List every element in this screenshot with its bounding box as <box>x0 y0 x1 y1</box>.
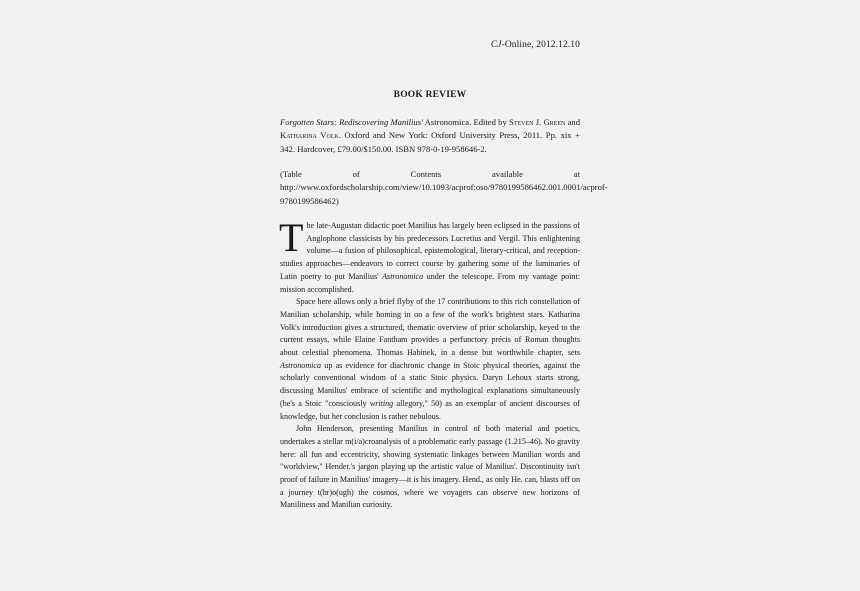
editor-conjunction: and <box>565 117 580 127</box>
drop-cap: T <box>279 215 304 260</box>
paragraph-text: he late-Augustan didactic poet Manilius has largely been eclipsed in the passions of Anglophone classicists by his predecessors Lucretius and Vergil. This enlightening volume—a fusion of philosophical, epistemological, literary-critical, and reception-studies approaches—endeavors to correct course by gathering some of the luminaries of Latin poetry to put Manilius' <box>280 221 580 281</box>
paragraph <box>280 296 580 423</box>
journal-header <box>491 40 580 50</box>
book-title: Forgotten Stars: Rediscovering Manilius' <box>280 117 423 127</box>
paragraph-text: his imagery. Hend., as only He. can, blasts off on a journey t(hr)o(ugh) the cosmos, where we voyagers can observe new horizons of Maniliness and Manilian curiosity. <box>280 475 580 510</box>
page-title: BOOK REVIEW <box>393 90 467 100</box>
journal-date: -Online, 2012.12.10 <box>501 40 580 50</box>
edited-by: . Edited by <box>469 117 510 127</box>
publication-details: . Oxford and New York: Oxford University Press, 2011. Pp. xix + 342. Hardcover, £79.00/$150.00. ISBN 978-0-19-958646-2. <box>280 130 580 154</box>
paragraph-text: allegory," 50) as an exemplar of ancient discourses of knowledge, but her conclusion is rather nebulous. <box>280 398 580 421</box>
toc-link[interactable]: (Table of Contents available at http://www.oxfordscholarship.com/view/10.1093/acprof:oso/9780199586462.001.0001/acprof-9780199586462) <box>280 169 608 206</box>
paragraph <box>280 423 580 512</box>
review-body <box>279 215 580 512</box>
editor-name: Steven J. Green <box>509 117 566 127</box>
paragraph-text: up as evidence for diachronic change in Stoic physical theories, against the scholarly conventional wisdom of a static Stoic physics. Daryn Lehoux starts strong, discussing Manilius' embrace of scientific and mythological explanations simultaneously (he's a Stoic "consciously <box>280 360 580 408</box>
work-title: Astronomica <box>280 360 322 370</box>
paragraph-text: under the telescope. From my vantage point: mission accomplished. <box>280 271 580 294</box>
paragraph-text: Space here allows only a brief flyby of the 17 contributions to this rich constellation of Manilian scholarship, while homing in on a few of the work's brightest stars. Katharina Volk's introduction gives a structured, thematic overview of prior scholarship, keyed to the current essays, while Elaine Fantham provides a perfunctory précis of Roman thoughts about celestial phenomena. Thomas Habinek, in a dense but worthwhile chapter, sets <box>280 297 580 358</box>
work-title: Astronomica <box>382 271 424 281</box>
paragraph-text: John Henderson, presenting Manilius in control of both material and poetics, undertakes a stellar m(i/a)croanalysis of a problematic early passage (1.215–46). No gravity here: all fun and eccentricity, showing systematic linkages between Manilian words and "worldview," Hender.'s jargon playing up the artistic value of Manilius'. Discontinuity isn't proof of failure in Manilius' imagery—it <box>280 424 580 485</box>
emphasis: writing <box>369 398 394 408</box>
emphasis: is <box>413 475 419 485</box>
paragraph <box>279 215 580 296</box>
book-title-roman: Astronomica <box>422 117 470 127</box>
book-citation <box>280 116 580 156</box>
editor-name: Katharina Volk <box>280 130 339 141</box>
journal-abbrev: CJ <box>490 40 502 50</box>
